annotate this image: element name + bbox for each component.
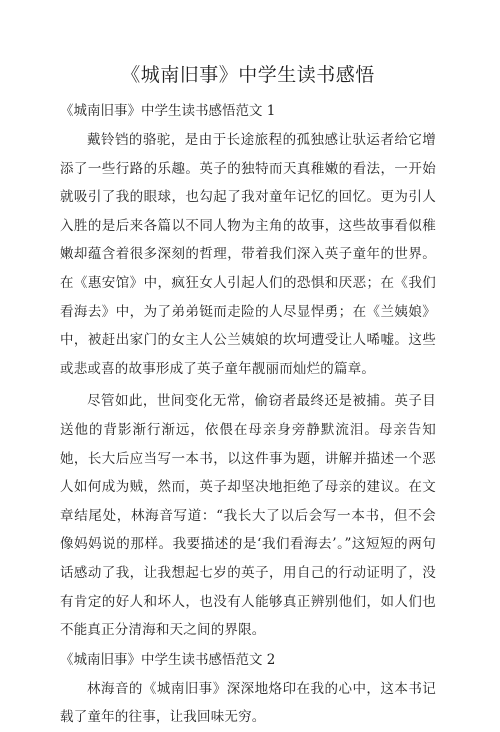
document-title: 《城南旧事》中学生读书感悟 — [121, 64, 375, 86]
section1-paragraph-2: 尽管如此，世间变化无常，偷窃者最终还是被捕。英子目送他的背影渐行渐远，依偎在母亲身旁静默流泪。母亲告知她，长大后应当写一本书，以这件事为题，讲解并描述一个恶人如何成为贼，然而，英子却坚决地拒绝了母亲的建议。在文章结尾处，林海音写道：“我长大了以后会写一本书，但不会像妈妈说的那样。我要描述的是‘我们看海去’。”这短短的两句话感动了我，让我想起七岁的英子，用自己的行动证明了，没有肯定的好人和坏人，也没有人能够真正辨别他们，如人们也不能真正分清海和天之间的界限。 — [60, 393, 436, 639]
section1-paragraph-1: 戴铃铛的骆驼，是由于长途旅程的孤独感让驮运者给它增添了一些行路的乐趣。英子的独特而天真稚嫩的看法，一开始就吸引了我的眼球，也勾起了我对童年记忆的回忆。更为引人入胜的是后来各篇以不同人物为主角的故事，这些故事看似稚嫩却蕴含着很多深刻的哲理，带着我们深入英子童年的世界。在《惠安馆》中，疯狂女人引起人们的恐惧和厌恶；在《我们看海去》中，为了弟弟铤而走险的人尽显悍勇；在《兰姨娘》中，被赶出家门的女主人公兰姨娘的坎坷遭受让人唏嘘。这些或悲或喜的故事形成了英子童年靓丽而灿烂的篇章。 — [60, 132, 436, 377]
section-heading-1: 《城南旧事》中学生读书感悟范文 1 — [60, 103, 276, 119]
section-heading-2: 《城南旧事》中学生读书感悟范文 2 — [60, 651, 276, 668]
section2-paragraph-1: 林海音的《城南旧事》深深地烙印在我的心中，这本书记载了童年的往事，让我回味无穷。 — [60, 680, 436, 726]
